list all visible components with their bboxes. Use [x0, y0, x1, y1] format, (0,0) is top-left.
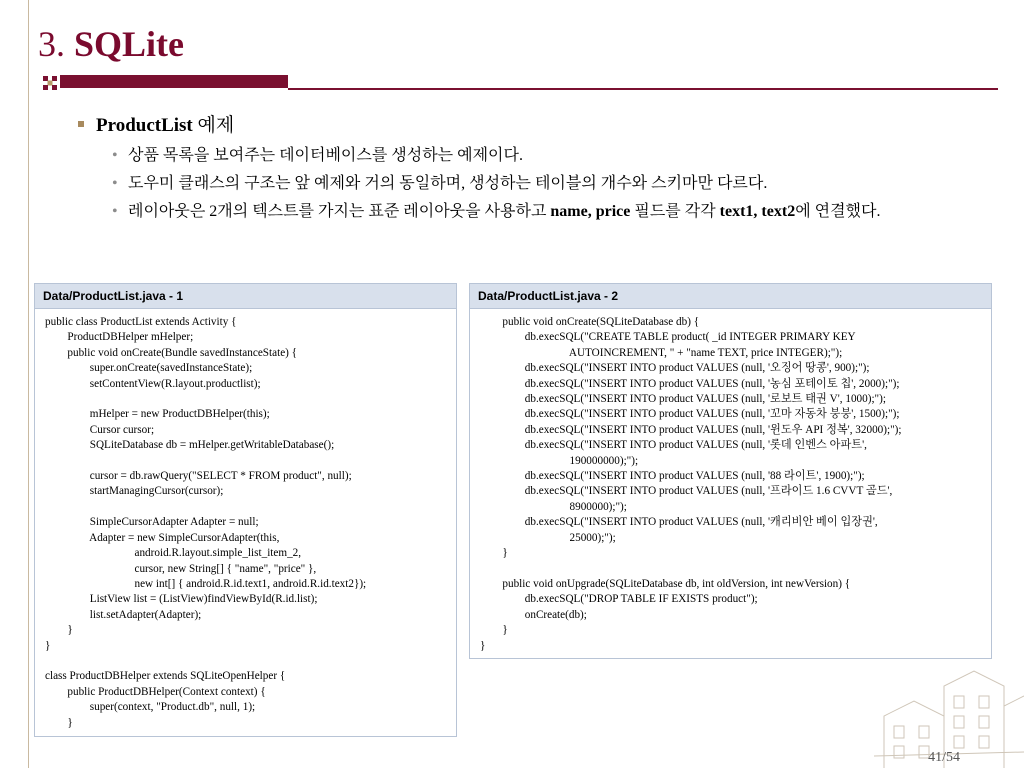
- bullet-item: [78, 144, 978, 168]
- dot-bullet-icon: •: [112, 203, 118, 220]
- bullet-text-3c: 필드를 각각: [630, 203, 720, 220]
- code-box-2-body: public void onCreate(SQLiteDatabase db) { db.execSQL("CREATE TABLE product( _id INTEGER PRIMARY KEY AUTOINCREMENT, " + "name TEXT, price INTEGER);"); db.execSQL("INSERT INTO product VALUES (null, '오징어 땅콩', 900);"); db.execSQL("INSERT INTO product VALUES (null, '농심 포테이토 칩', 2000);"); db.execSQL("INSERT INTO product VALUES (null, '로보트 태권 V', 1000);"); db.execSQL("INSERT INTO product VALUES (null, '꼬마 자동차 붕붕', 1500);"); db.execSQL("INSERT INTO product VALUES (null, '윈도우 API 정복', 32000);"); db.execSQL("INSERT INTO product VALUES (null, '롯데 인벤스 아파트', 190000000);"); db.execSQL("INSERT INTO product VALUES (null, '88 라이트', 1900);"); db.execSQL("INSERT INTO product VALUES (null, '프라이드 1.6 CVVT 골드', 8900000);"); db.execSQL("INSERT INTO product VALUES (null, '캐리비안 베이 입장권', 25000);"); } public void onUpgrade(SQLiteDatabase db, int oldVersion, int newVersion) { db.execSQL("DROP TABLE IF EXISTS product"); onCreate(db); } }: [480, 316, 902, 652]
- heading-bold: ProductList: [96, 115, 193, 136]
- left-margin-rule: [28, 0, 29, 768]
- slide-title: [38, 22, 184, 66]
- code-box-2: [469, 283, 992, 659]
- bullet-item: [78, 172, 978, 196]
- page-number: 41/54: [928, 750, 960, 765]
- title-number: 3.: [38, 24, 65, 64]
- bullet-text-3a: 레이아웃은 2개의 텍스트를 가지는 표준 레이아웃을 사용하고: [128, 203, 551, 220]
- bullet-text-2: 도우미 클래스의 구조는 앞 예제와 거의 동일하며, 생성하는 테이블의 개수와 스키마만 다르다.: [128, 175, 768, 192]
- bullet-text-3b: name, price: [550, 203, 631, 220]
- checker-icon: [43, 76, 57, 90]
- code-box-1-title: Data/ProductList.java - 1: [35, 284, 456, 309]
- bullet-heading: [78, 112, 978, 140]
- square-bullet-icon: [78, 121, 84, 127]
- bullet-item: [78, 200, 978, 224]
- bullet-text-3d: text1, text2: [719, 203, 796, 220]
- code-box-2-title: Data/ProductList.java - 2: [470, 284, 991, 309]
- code-box-1-body: public class ProductList extends Activity { ProductDBHelper mHelper; public void onCreate(Bundle savedInstanceState) { super.onCreate(savedInstanceState); setContentView(R.layout.productlist); mHelper = new ProductDBHelper(this); Cursor cursor; SQLiteDatabase db = mHelper.getWritableDatabase(); cursor = db.rawQuery("SELECT * FROM product", null); startManagingCursor(cursor); SimpleCursorAdapter Adapter = null; Adapter = new SimpleCursorAdapter(this, android.R.layout.simple_list_item_2, cursor, new String[] { "name", "price" }, new int[] { android.R.id.text1, android.R.id.text2}); ListView list = (ListView)findViewById(R.id.list); list.setAdapter(Adapter); } } class ProductDBHelper extends SQLiteOpenHelper { public ProductDBHelper(Context context) { super(context, "Product.db", null, 1); }: [45, 316, 367, 729]
- heading-rest: 예제: [192, 115, 235, 136]
- title-text: SQLite: [74, 24, 185, 64]
- title-underline-bar: [60, 75, 288, 88]
- bullet-text-1: 상품 목록을 보여주는 데이터베이스를 생성하는 예제이다.: [128, 147, 523, 164]
- code-box-1: [34, 283, 457, 737]
- title-underline-rule: [288, 88, 998, 90]
- dot-bullet-icon: •: [112, 175, 118, 192]
- bullet-list: [78, 112, 978, 224]
- bullet-text-3e: 에 연결했다.: [795, 203, 881, 220]
- dot-bullet-icon: •: [112, 147, 118, 164]
